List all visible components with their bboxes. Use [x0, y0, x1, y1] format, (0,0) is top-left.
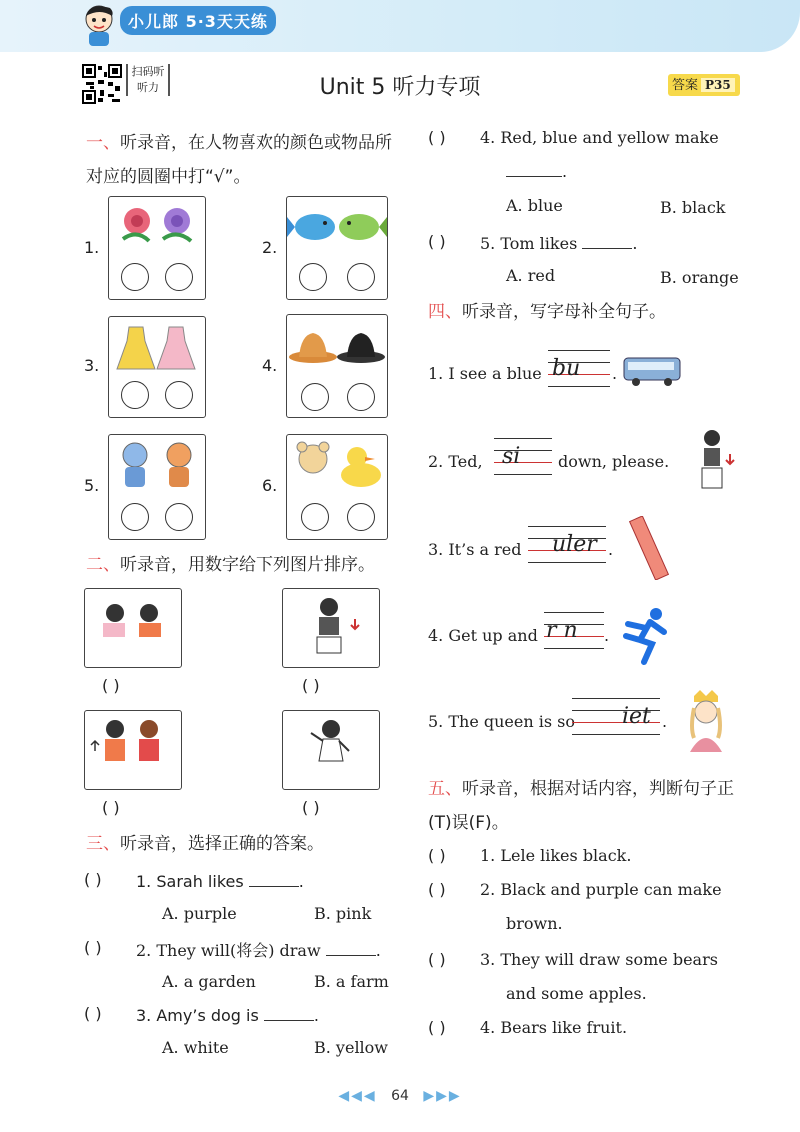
- answer-blank[interactable]: [506, 160, 562, 177]
- s4-post-3: .: [608, 540, 614, 559]
- s4-post-5: .: [662, 712, 668, 731]
- s5-paren-4[interactable]: ( ): [428, 1018, 446, 1037]
- answer-page: P35: [701, 78, 735, 92]
- answer-circle[interactable]: [121, 263, 149, 291]
- s1-box-4: [286, 314, 388, 418]
- s3-option-4a[interactable]: A. blue: [506, 196, 563, 215]
- answer-circle[interactable]: [347, 383, 375, 411]
- section5-num: 五、: [428, 779, 462, 799]
- page-number: 64: [391, 1088, 409, 1104]
- s4-post-4: .: [604, 626, 610, 645]
- section2-text: 听录音，用数字给下列图片排序。: [120, 555, 375, 575]
- kids-standing-icon: [85, 711, 181, 789]
- s3-stem-2: 2. They will(将会) draw: [136, 941, 321, 960]
- s4-pre-4: 4. Get up and: [428, 626, 538, 645]
- s2-paren-3[interactable]: ( ): [102, 798, 120, 817]
- s1-box-1: [108, 196, 206, 300]
- s1-box-6: [286, 434, 388, 540]
- answer-blank[interactable]: [249, 870, 299, 887]
- section3-text: 听录音，选择正确的答案。: [120, 834, 324, 854]
- s4-hand-5: iet: [622, 704, 651, 729]
- brand-logo: 小儿郎 5·3天天练: [120, 6, 276, 35]
- s1-box-3: [108, 316, 206, 418]
- s4-post-1: .: [612, 364, 618, 383]
- answer-label: 答案: [672, 78, 699, 93]
- s1-label-3: 3.: [84, 356, 100, 375]
- answer-circle[interactable]: [347, 503, 375, 531]
- section5-heading: [428, 772, 748, 840]
- s3-tail-5: .: [632, 234, 638, 253]
- fish-icon: [287, 201, 387, 261]
- s2-picture-4: [282, 710, 380, 790]
- answer-circle[interactable]: [165, 503, 193, 531]
- s1-label-5: 5.: [84, 476, 100, 495]
- s1-box-2: [286, 196, 388, 300]
- s2-picture-2: [282, 588, 380, 668]
- section3-num: 三、: [86, 834, 120, 854]
- answer-circle[interactable]: [165, 381, 193, 409]
- answer-circle[interactable]: [121, 381, 149, 409]
- qr-label: 扫码听听力: [126, 64, 170, 96]
- girl-jumping-icon: [283, 711, 379, 789]
- answer-badge[interactable]: [668, 74, 740, 96]
- s3-option-1a[interactable]: A. purple: [162, 904, 237, 923]
- s3-paren-5[interactable]: ( ): [428, 232, 446, 251]
- s3-question-3: [136, 1004, 319, 1025]
- s3-tail-3: .: [313, 1006, 320, 1025]
- s3-paren-2[interactable]: ( ): [84, 938, 102, 957]
- s2-paren-1[interactable]: ( ): [102, 676, 120, 695]
- answer-circle[interactable]: [165, 263, 193, 291]
- s3-paren-3[interactable]: ( ): [84, 1004, 102, 1023]
- s3-option-3b[interactable]: B. yellow: [314, 1038, 388, 1057]
- section1-num: 一、: [86, 133, 120, 153]
- s4-hand-1: bu: [552, 356, 581, 381]
- s4-pre-3: 3. It’s a red: [428, 540, 522, 559]
- robot-icon: [109, 439, 205, 499]
- s3-tail-4: .: [562, 162, 568, 181]
- toy-icon: [287, 439, 387, 499]
- s5-item-3-cont: and some apples.: [506, 984, 647, 1003]
- s1-box-5: [108, 434, 206, 540]
- boy-sitting-icon: [283, 589, 379, 667]
- s2-picture-3: [84, 710, 182, 790]
- s4-pre-2: 2. Ted,: [428, 452, 483, 471]
- dress-icon: [109, 321, 205, 381]
- section1-heading: [86, 126, 406, 194]
- answer-circle[interactable]: [301, 383, 329, 411]
- answer-blank[interactable]: [326, 939, 376, 956]
- s3-question-2: [136, 938, 381, 961]
- s4-post-2: down, please.: [558, 452, 670, 471]
- answer-blank[interactable]: [264, 1004, 314, 1021]
- s3-option-5b[interactable]: B. orange: [660, 268, 739, 287]
- section2-num: 二、: [86, 555, 120, 575]
- flower-icon: [109, 199, 205, 259]
- s2-paren-4[interactable]: ( ): [302, 798, 320, 817]
- section4-text: 听录音，写字母补全句子。: [462, 302, 666, 322]
- prev-arrows-icon: ◀◀◀: [338, 1088, 377, 1104]
- answer-circle[interactable]: [121, 503, 149, 531]
- answer-blank[interactable]: [582, 232, 632, 249]
- s3-tail-1: .: [298, 872, 304, 891]
- kids-crawling-icon: [85, 589, 181, 667]
- s3-option-2a[interactable]: A. a garden: [162, 972, 256, 991]
- s1-label-1: 1.: [84, 238, 100, 257]
- running-person-icon: [618, 606, 674, 666]
- s1-label-2: 2.: [262, 238, 278, 257]
- s3-paren-4[interactable]: ( ): [428, 128, 446, 147]
- section4-heading: [428, 300, 748, 324]
- s3-stem-5: 5. Tom likes: [480, 234, 578, 253]
- s3-option-2b[interactable]: B. a farm: [314, 972, 389, 991]
- s5-item-4: 4. Bears like fruit.: [480, 1018, 628, 1037]
- s3-stem-3: 3. Amy’s dog is: [136, 1006, 259, 1025]
- s5-paren-3[interactable]: ( ): [428, 950, 446, 969]
- s3-question-5: [480, 232, 637, 253]
- s4-hand-3: uler: [552, 532, 597, 557]
- bus-icon: [622, 354, 682, 388]
- s5-item-2-cont: brown.: [506, 914, 563, 933]
- section3-heading: [86, 832, 416, 856]
- s5-paren-1[interactable]: ( ): [428, 846, 446, 865]
- s3-paren-1[interactable]: ( ): [84, 870, 102, 889]
- s2-paren-2[interactable]: ( ): [302, 676, 320, 695]
- mascot-icon: [80, 2, 118, 48]
- s5-item-3: 3. They will draw some bears: [480, 950, 718, 969]
- s5-item-2: 2. Black and purple can make: [480, 880, 722, 899]
- hat-icon: [287, 321, 387, 381]
- page-title: Unit 5 听力专项: [319, 75, 481, 100]
- s1-label-6: 6.: [262, 476, 278, 495]
- s3-option-3a[interactable]: A. white: [162, 1038, 229, 1057]
- s3-option-4b[interactable]: B. black: [660, 198, 726, 217]
- answer-circle[interactable]: [347, 263, 375, 291]
- s3-question-4-blank: [506, 160, 567, 181]
- section2-heading: [86, 553, 406, 577]
- section1-text: 听录音，在人物喜欢的颜色或物品所对应的圆圈中打“√”。: [86, 133, 392, 187]
- answer-circle[interactable]: [299, 263, 327, 291]
- s1-label-4: 4.: [262, 356, 278, 375]
- s5-item-1: 1. Lele likes black.: [480, 846, 632, 865]
- s3-tail-2: .: [375, 941, 381, 960]
- s4-hand-4: r n: [546, 618, 578, 643]
- s3-option-5a[interactable]: A. red: [506, 266, 556, 285]
- section5-text: 听录音，根据对话内容，判断句子正(T)误(F)。: [428, 779, 734, 833]
- s3-option-1b[interactable]: B. pink: [314, 904, 372, 923]
- s3-question-1: [136, 870, 304, 891]
- s3-stem-1: 1. Sarah likes: [136, 872, 244, 891]
- queen-icon: [680, 688, 732, 754]
- next-arrows-icon: ▶▶▶: [423, 1088, 462, 1104]
- s4-pre-1: 1. I see a blue: [428, 364, 542, 383]
- page-footer: [0, 1088, 800, 1104]
- section4-num: 四、: [428, 302, 462, 322]
- ruler-icon: [624, 516, 676, 580]
- s3-stem-4: 4. Red, blue and yellow make: [480, 128, 719, 147]
- boy-sitting-icon: [694, 428, 738, 492]
- s4-pre-5: 5. The queen is so: [428, 712, 576, 731]
- answer-circle[interactable]: [301, 503, 329, 531]
- s4-hand-2: si: [502, 444, 521, 469]
- s5-paren-2[interactable]: ( ): [428, 880, 446, 899]
- s2-picture-1: [84, 588, 182, 668]
